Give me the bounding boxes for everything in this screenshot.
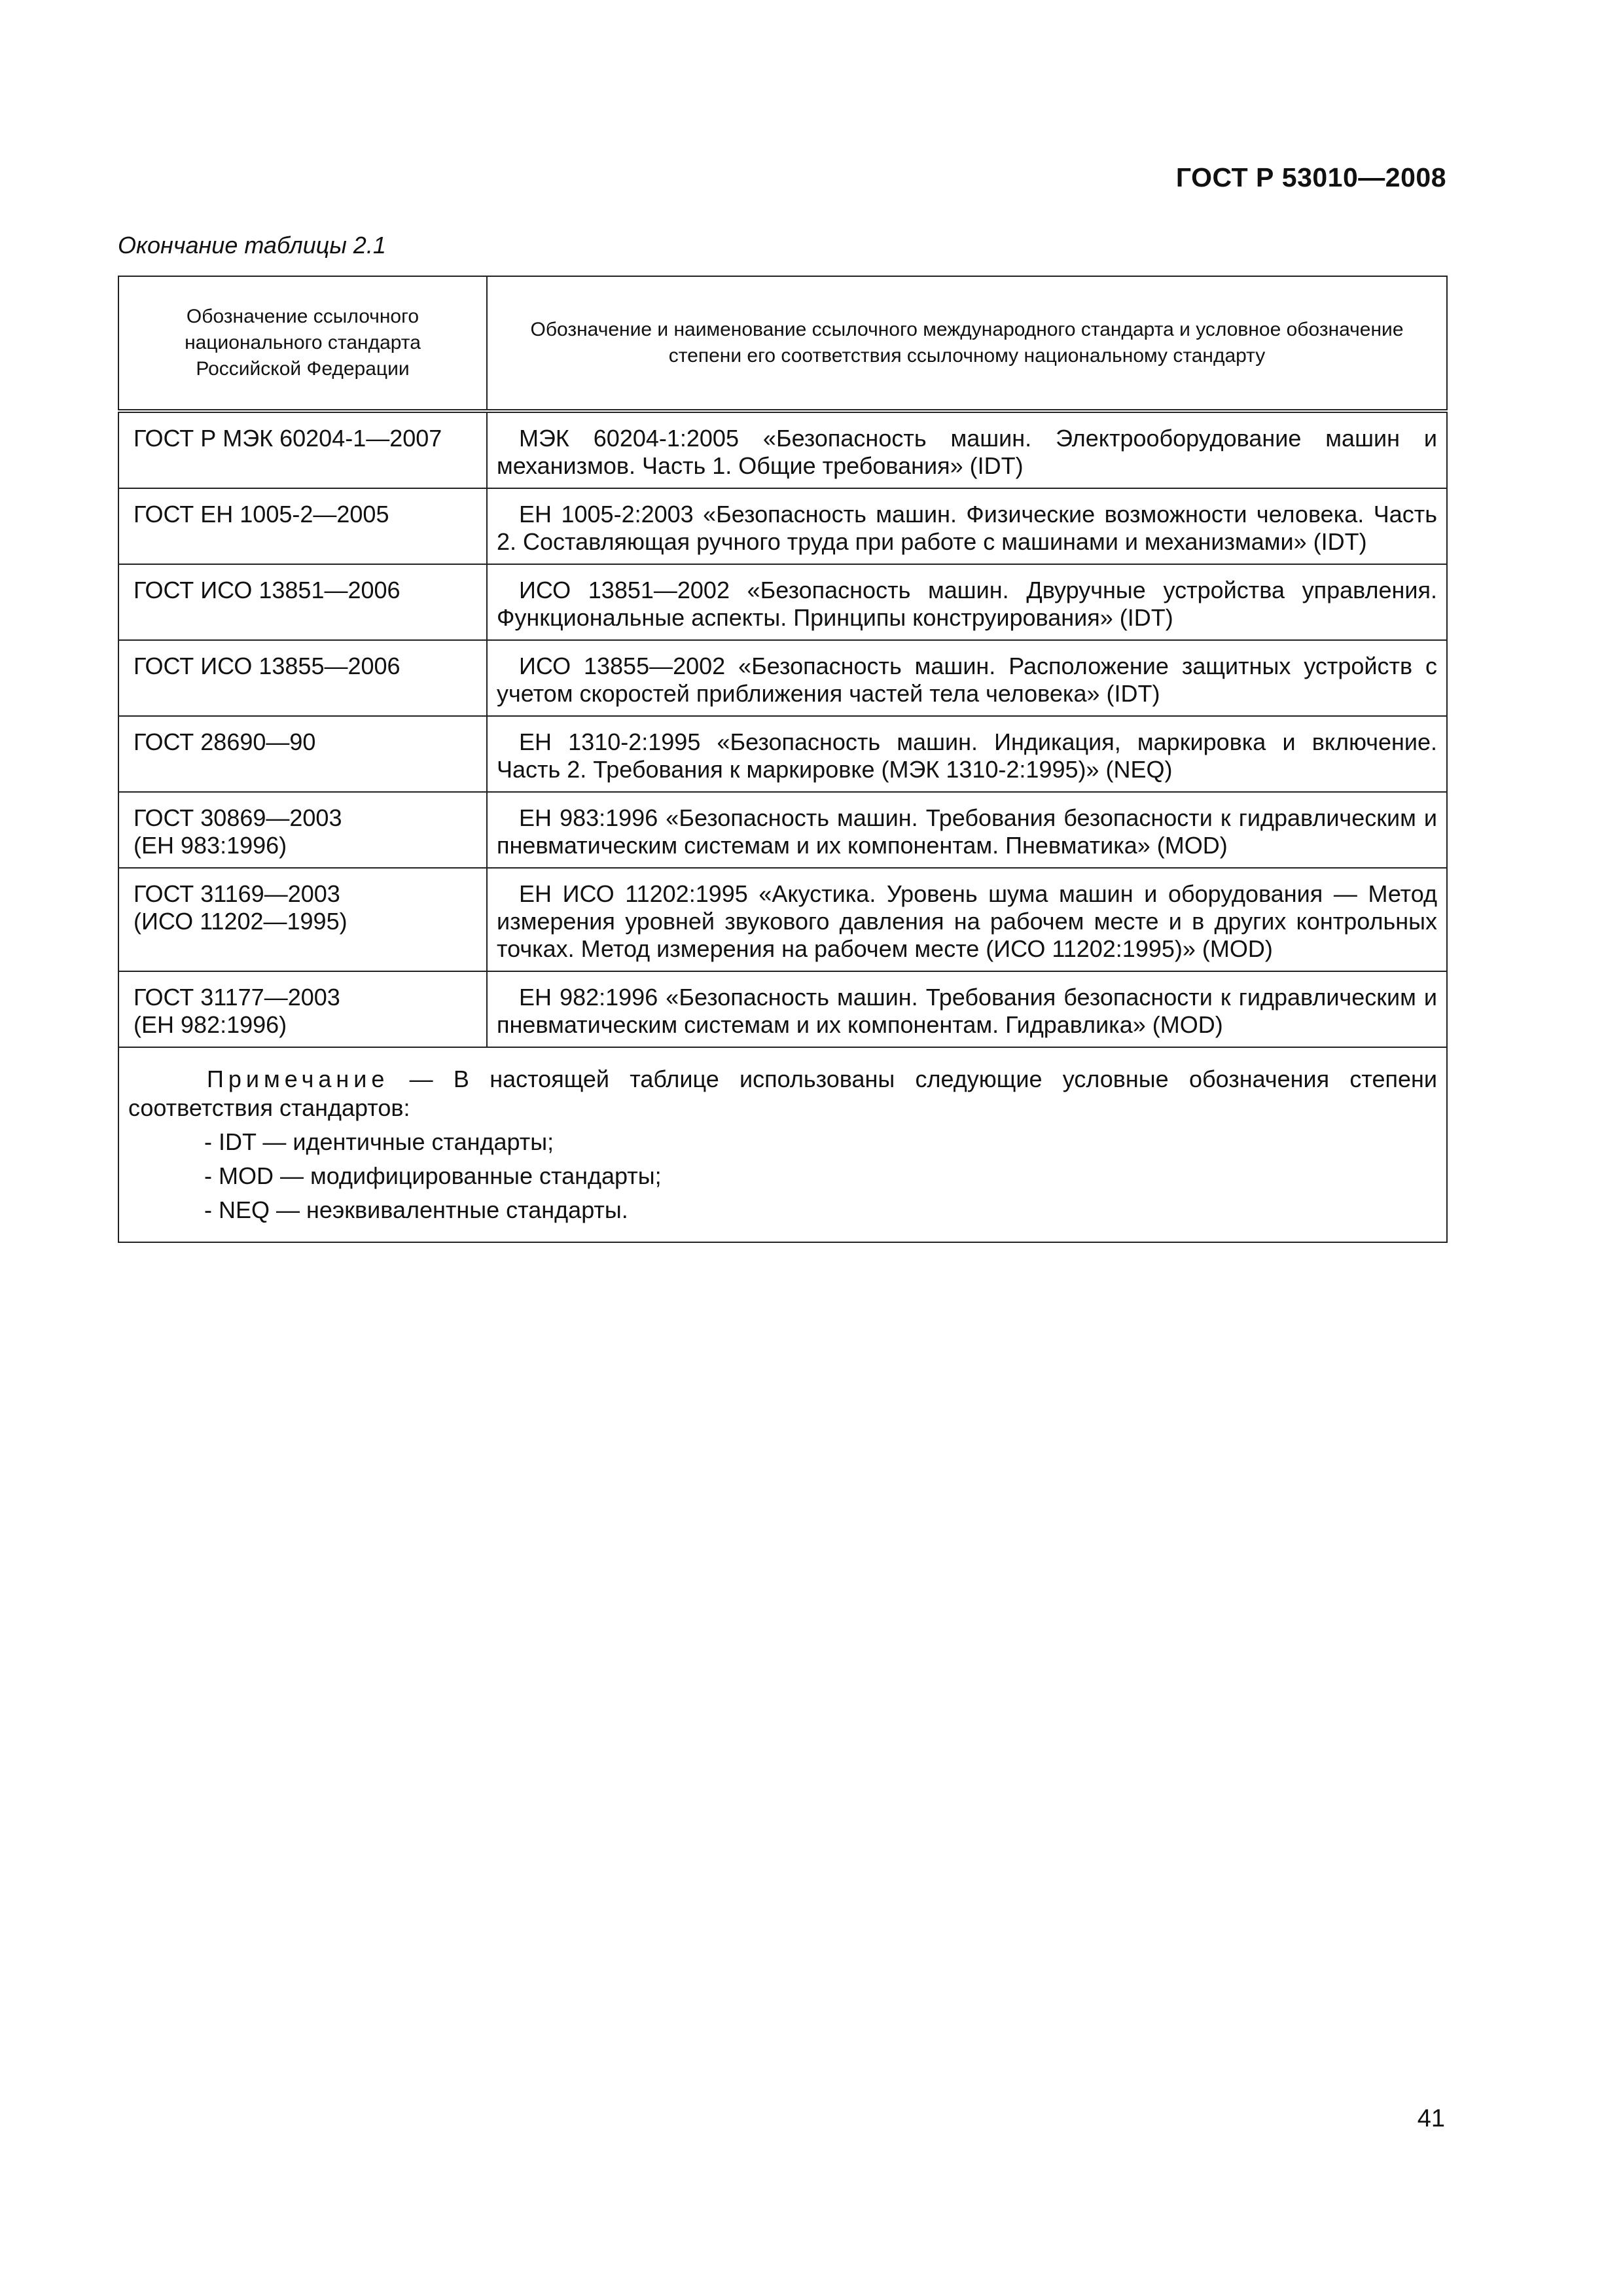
international-standard-description: ЕН 1310-2:1995 «Безопасность машин. Индикация, маркировка и включение. Часть 2. Требования к маркировке (МЭК 1310-2:1995)» (NEQ) <box>487 716 1447 792</box>
legend-item: - MOD — модифицированные стандарты; <box>204 1162 662 1189</box>
table-row <box>118 792 1447 868</box>
national-standard-code: ГОСТ ИСО 13851—2006 <box>118 564 487 640</box>
table-header-row <box>118 276 1447 411</box>
table-note-row <box>118 1047 1447 1242</box>
international-standard-description: МЭК 60204-1:2005 «Безопасность машин. Электрооборудование машин и механизмов. Часть 1. Общие требования» (IDT) <box>487 411 1447 488</box>
page-number: 41 <box>1417 2105 1445 2132</box>
legend-item: - NEQ — неэквивалентные стандарты. <box>204 1196 628 1223</box>
table-row <box>118 488 1447 564</box>
national-standard-code: ГОСТ 31169—2003 (ИСО 11202—1995) <box>118 868 487 971</box>
reference-standards-table <box>118 276 1448 1243</box>
table-row <box>118 971 1447 1047</box>
international-standard-description: ЕН ИСО 11202:1995 «Акустика. Уровень шума машин и оборудования — Метод измерения уровней звукового давления на рабочем месте и в других контрольных точках. Метод измерения на рабочем месте (ИСО 11202:1995)» (MOD) <box>487 868 1447 971</box>
table-row <box>118 868 1447 971</box>
table-caption: Окончание таблицы 2.1 <box>118 232 386 259</box>
international-standard-description: ЕН 1005-2:2003 «Безопасность машин. Физические возможности человека. Часть 2. Составляющая ручного труда при работе с машинами и механизмами» (IDT) <box>487 488 1447 564</box>
table-row <box>118 564 1447 640</box>
international-standard-description: ИСО 13851—2002 «Безопасность машин. Двуручные устройства управления. Функциональные аспекты. Принципы конструирования» (IDT) <box>487 564 1447 640</box>
national-standard-code: ГОСТ ИСО 13855—2006 <box>118 640 487 716</box>
document-code: ГОСТ Р 53010—2008 <box>1175 162 1446 192</box>
table-row <box>118 640 1447 716</box>
header-national-standard: Обозначение ссылочного национального стандарта Российской Федерации <box>118 276 487 411</box>
international-standard-description: ЕН 983:1996 «Безопасность машин. Требования безопасности к гидравлическим и пневматическим системам и их компонентам. Пневматика» (MOD) <box>487 792 1447 868</box>
header-international-standard: Обозначение и наименование ссылочного международного стандарта и условное обозначение степени его соответствия ссылочному национальному стандарту <box>487 276 1447 411</box>
national-standard-code: ГОСТ 31177—2003 (ЕН 982:1996) <box>118 971 487 1047</box>
note-label: Примечание <box>207 1066 389 1092</box>
international-standard-description: ЕН 982:1996 «Безопасность машин. Требования безопасности к гидравлическим и пневматическим системам и их компонентам. Гидравлика» (MOD) <box>487 971 1447 1047</box>
legend-item: - IDT — идентичные стандарты; <box>204 1128 554 1155</box>
note-legend-list <box>128 1125 1437 1227</box>
note-body: — В настоящей таблице использованы следующие условные обозначения степени соответствия стандартов: <box>128 1066 1437 1121</box>
table-row <box>118 716 1447 792</box>
national-standard-code: ГОСТ 28690—90 <box>118 716 487 792</box>
table-row <box>118 411 1447 488</box>
national-standard-code: ГОСТ ЕН 1005-2—2005 <box>118 488 487 564</box>
international-standard-description: ИСО 13855—2002 «Безопасность машин. Расположение защитных устройств с учетом скоростей приближения частей тела человека» (IDT) <box>487 640 1447 716</box>
national-standard-code: ГОСТ Р МЭК 60204-1—2007 <box>118 411 487 488</box>
table-note <box>118 1047 1447 1242</box>
note-paragraph <box>128 1065 1437 1122</box>
national-standard-code: ГОСТ 30869—2003 (ЕН 983:1996) <box>118 792 487 868</box>
